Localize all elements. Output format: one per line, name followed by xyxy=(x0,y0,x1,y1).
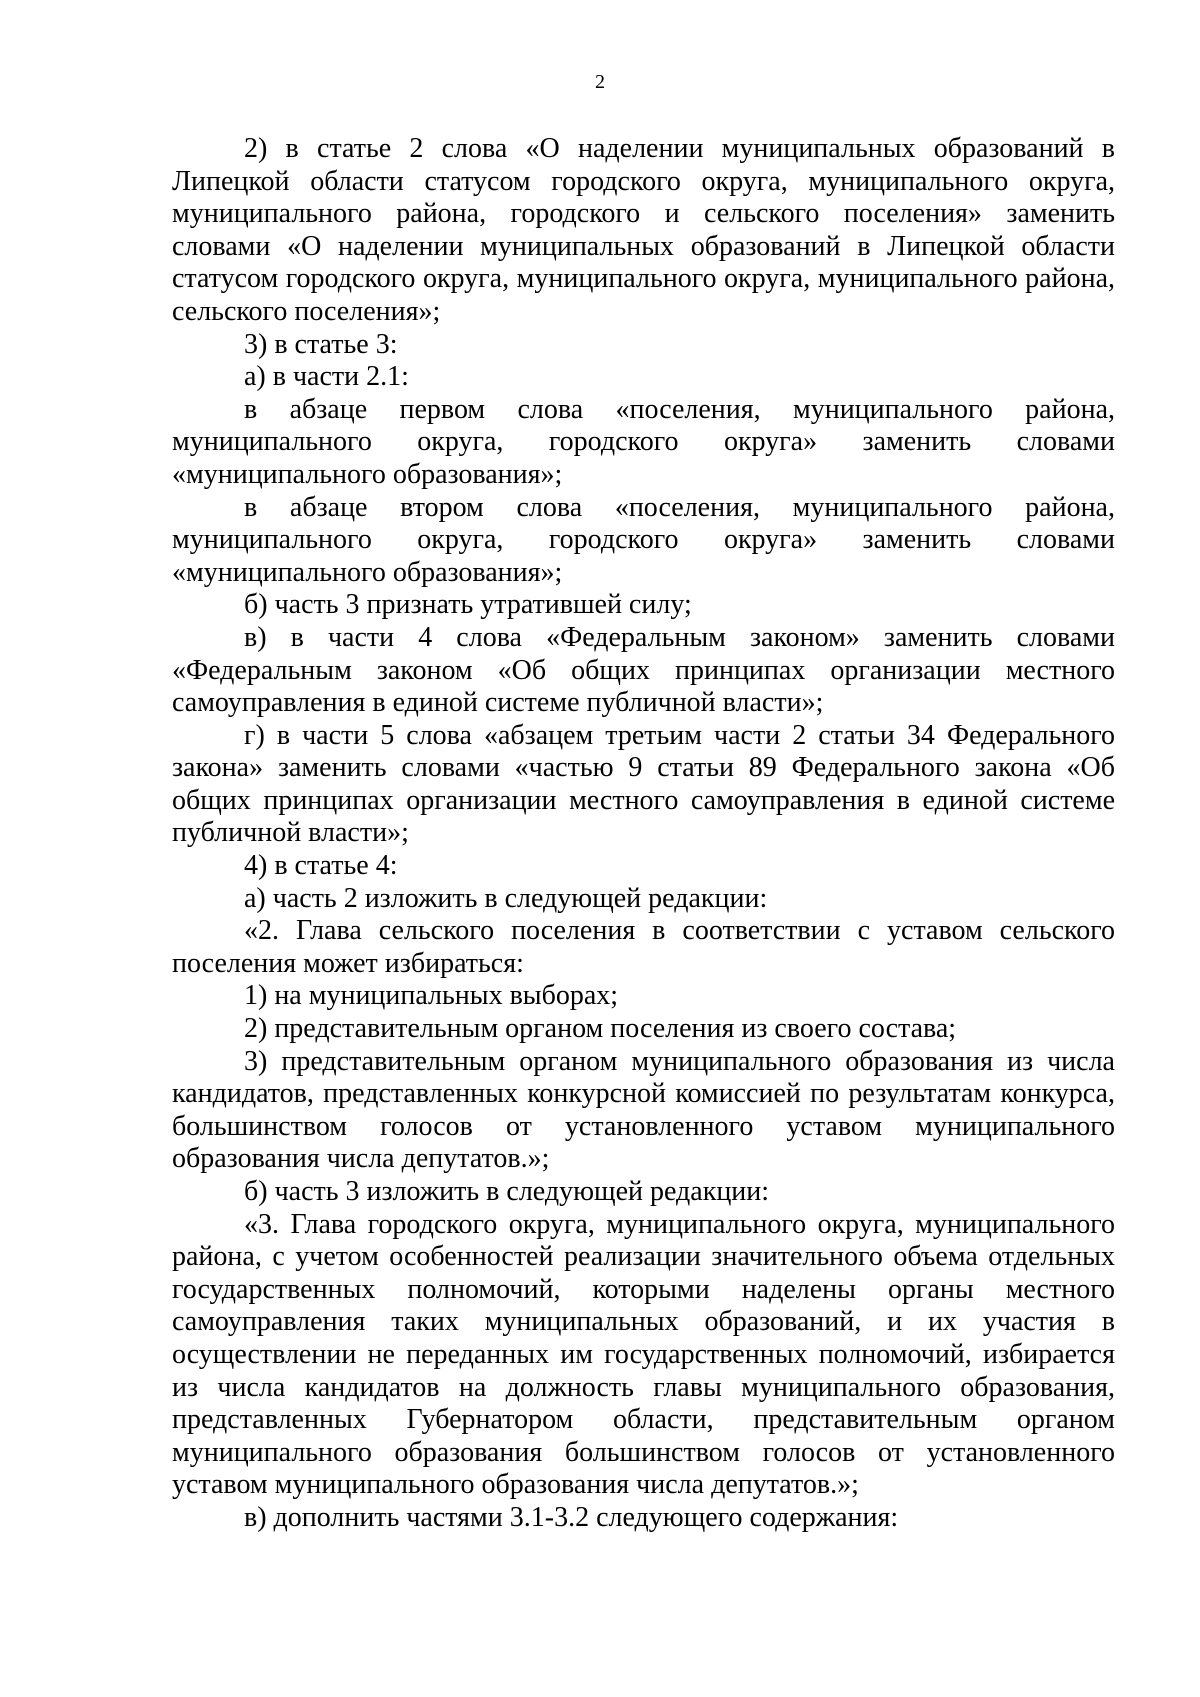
paragraph: г) в части 5 слова «абзацем третьим части 2 статьи 34 Федерального закона» заменить словами «частью 9 статьи 89 Федерального закона «Об общих принципах организации местного самоуправления в единой системе публичной власти»; xyxy=(172,719,1115,849)
paragraph: а) в части 2.1: xyxy=(244,361,409,393)
paragraph: «2. Глава сельского поселения в соответствии с уставом сельского поселения может избираться: xyxy=(172,915,1115,979)
paragraph: а) часть 2 изложить в следующей редакции: xyxy=(244,882,768,914)
paragraph: в абзаце втором слова «поселения, муниципального района, муниципального округа, городского округа» заменить словами «муниципального образования»; xyxy=(172,491,1115,588)
paragraph: в) в части 4 слова «Федеральным законом» заменить словами «Федеральным законом «Об общих принципах организации местного самоуправления в единой системе публичной власти»; xyxy=(172,621,1115,719)
paragraph: 2) представительным органом поселения из своего состава; xyxy=(244,1013,957,1045)
paragraph: 3) представительным органом муниципального образования из числа кандидатов, представленных конкурсной комиссией по результатам конкурса, большинством голосов от установленного уставом муниципального образования числа депутатов.»; xyxy=(172,1045,1115,1175)
document-body xyxy=(172,133,1115,1535)
paragraph: в абзаце первом слова «поселения, муниципального района, муниципального округа, городского округа» заменить словами «муниципального образования»; xyxy=(172,393,1115,490)
paragraph: «3. Глава городского округа, муниципального округа, муниципального района, с учетом особенностей реализации значительного объема отдельных государственных полномочий, которыми наделены органы местного самоуправления таких муниципальных образований, и их участия в осуществлении не переданных им государственных полномочий, избирается из числа кандидатов на должность главы муниципального образования, представленных Губернатором области, представительным органом муниципального образования большинством голосов от установленного уставом муниципального образования числа депутатов.»; xyxy=(172,1208,1115,1501)
paragraph: 3) в статье 3: xyxy=(244,328,398,360)
paragraph: 2) в статье 2 слова «О наделении муниципальных образований в Липецкой области статусом городского округа, муниципального округа, муниципального района, городского и сельского поселения» заменить словами «О наделении муниципальных образований в Липецкой области статусом городского округа, муниципального округа, муниципального района, сельского поселения»; xyxy=(172,133,1115,327)
paragraph: б) часть 3 изложить в следующей редакции: xyxy=(244,1176,770,1207)
page-number: 2 xyxy=(595,71,605,93)
paragraph: 4) в статье 4: xyxy=(244,850,398,882)
paragraph: б) часть 3 признать утратившей силу; xyxy=(244,589,692,621)
paragraph: в) дополнить частями 3.1-3.2 следующего содержания: xyxy=(244,1501,899,1533)
paragraph: 1) на муниципальных выборах; xyxy=(244,980,619,1012)
